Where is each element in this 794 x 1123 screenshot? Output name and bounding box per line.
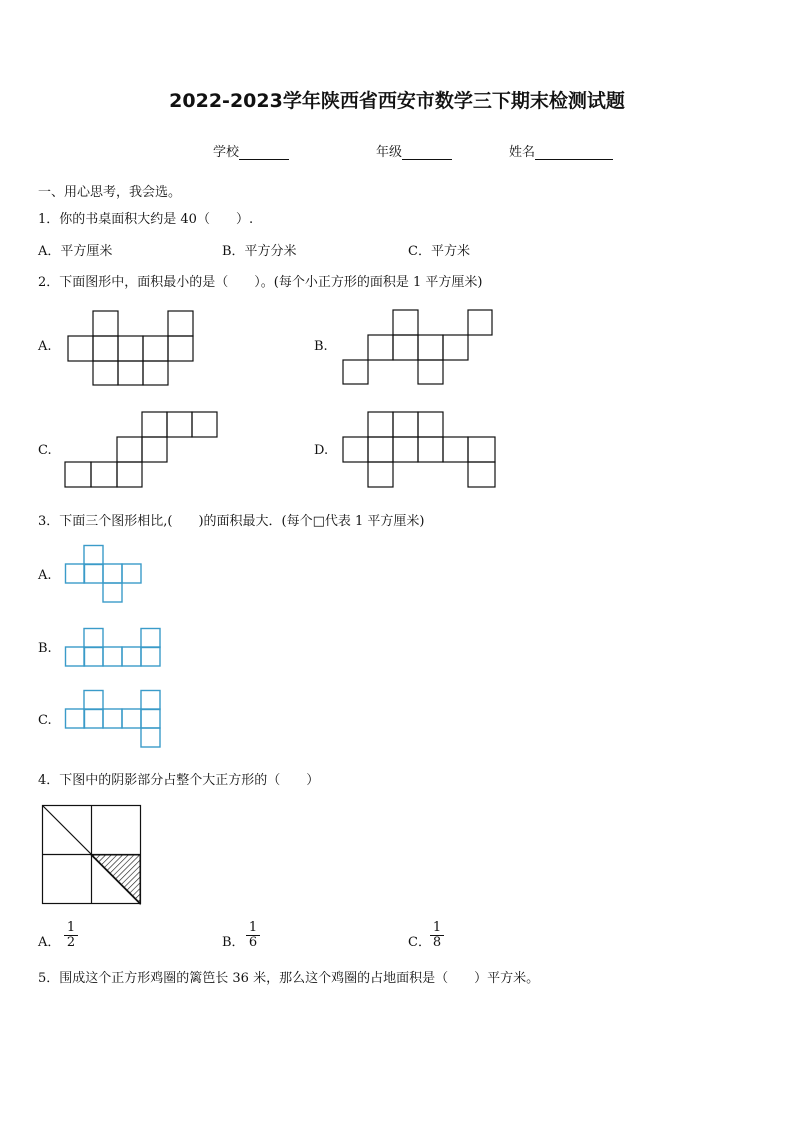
q4-option-a-label[interactable]: A． [38,935,61,950]
section-heading: 一、用心思考，我会选。 [38,185,182,200]
q2-option-b-label[interactable]: B. [314,339,328,354]
question-4-text: 4．下图中的阴影部分占整个大正方形的（ ） [38,773,320,788]
q4-shaded-region [91,855,140,904]
fraction-denominator: 8 [432,935,442,950]
name-field [509,141,613,160]
q1-option-c[interactable]: C．平方米 [408,244,470,259]
fraction-numerator: 1 [246,921,260,936]
name-label: 姓名 [509,145,536,160]
q3-figure-a [65,545,143,603]
q4-option-b-fraction [246,921,260,950]
grade-blank[interactable] [402,145,452,160]
fraction-numerator: 1 [430,921,444,936]
question-5-text: 5．围成这个正方形鸡圈的篱笆长 36 米，那么这个鸡圈的占地面积是（ ）平方米。 [38,971,540,986]
q3-option-c-label[interactable]: C. [38,713,52,728]
q2-figure-c [65,411,219,489]
question-3-text: 3．下面三个图形相比,( )的面积最大．(每个□代表 1 平方厘米) [38,514,425,529]
school-blank[interactable] [239,145,289,160]
q1-option-b[interactable]: B．平方分米 [222,244,297,259]
q3-figure-c [65,690,163,749]
q4-square-figure [42,805,142,905]
q4-option-c-label[interactable]: C． [408,935,431,950]
page-title: 2022-2023学年陕西省西安市数学三下期末检测试题 [169,90,625,112]
q3-option-b-label[interactable]: B. [38,641,52,656]
q2-figure-d [343,411,497,489]
q4-option-b-label[interactable]: B． [222,935,245,950]
q2-option-c-label[interactable]: C. [38,443,52,458]
q3-option-a-label[interactable]: A. [38,568,52,583]
question-1-text: 1．你的书桌面积大约是 40（ ）. [38,212,254,227]
fraction-denominator: 2 [66,935,76,950]
grade-field [376,141,452,160]
q1-option-a[interactable]: A．平方厘米 [38,244,113,259]
q2-option-a-label[interactable]: A. [38,339,52,354]
school-label: 学校 [213,145,240,160]
q2-figure-b [343,309,493,385]
q3-figure-b [65,628,163,668]
q2-figure-a [68,310,194,386]
fraction-numerator: 1 [64,921,78,936]
question-2-text: 2．下面图形中，面积最小的是（ ）。(每个小正方形的面积是 1 平方厘米) [38,275,483,290]
school-field [213,141,289,160]
name-blank[interactable] [535,145,613,160]
fraction-denominator: 6 [248,935,258,950]
q4-option-c-fraction [430,921,444,950]
q2-option-d-label[interactable]: D. [314,443,329,458]
grade-label: 年级 [376,145,403,160]
q4-option-a-fraction [64,921,78,950]
